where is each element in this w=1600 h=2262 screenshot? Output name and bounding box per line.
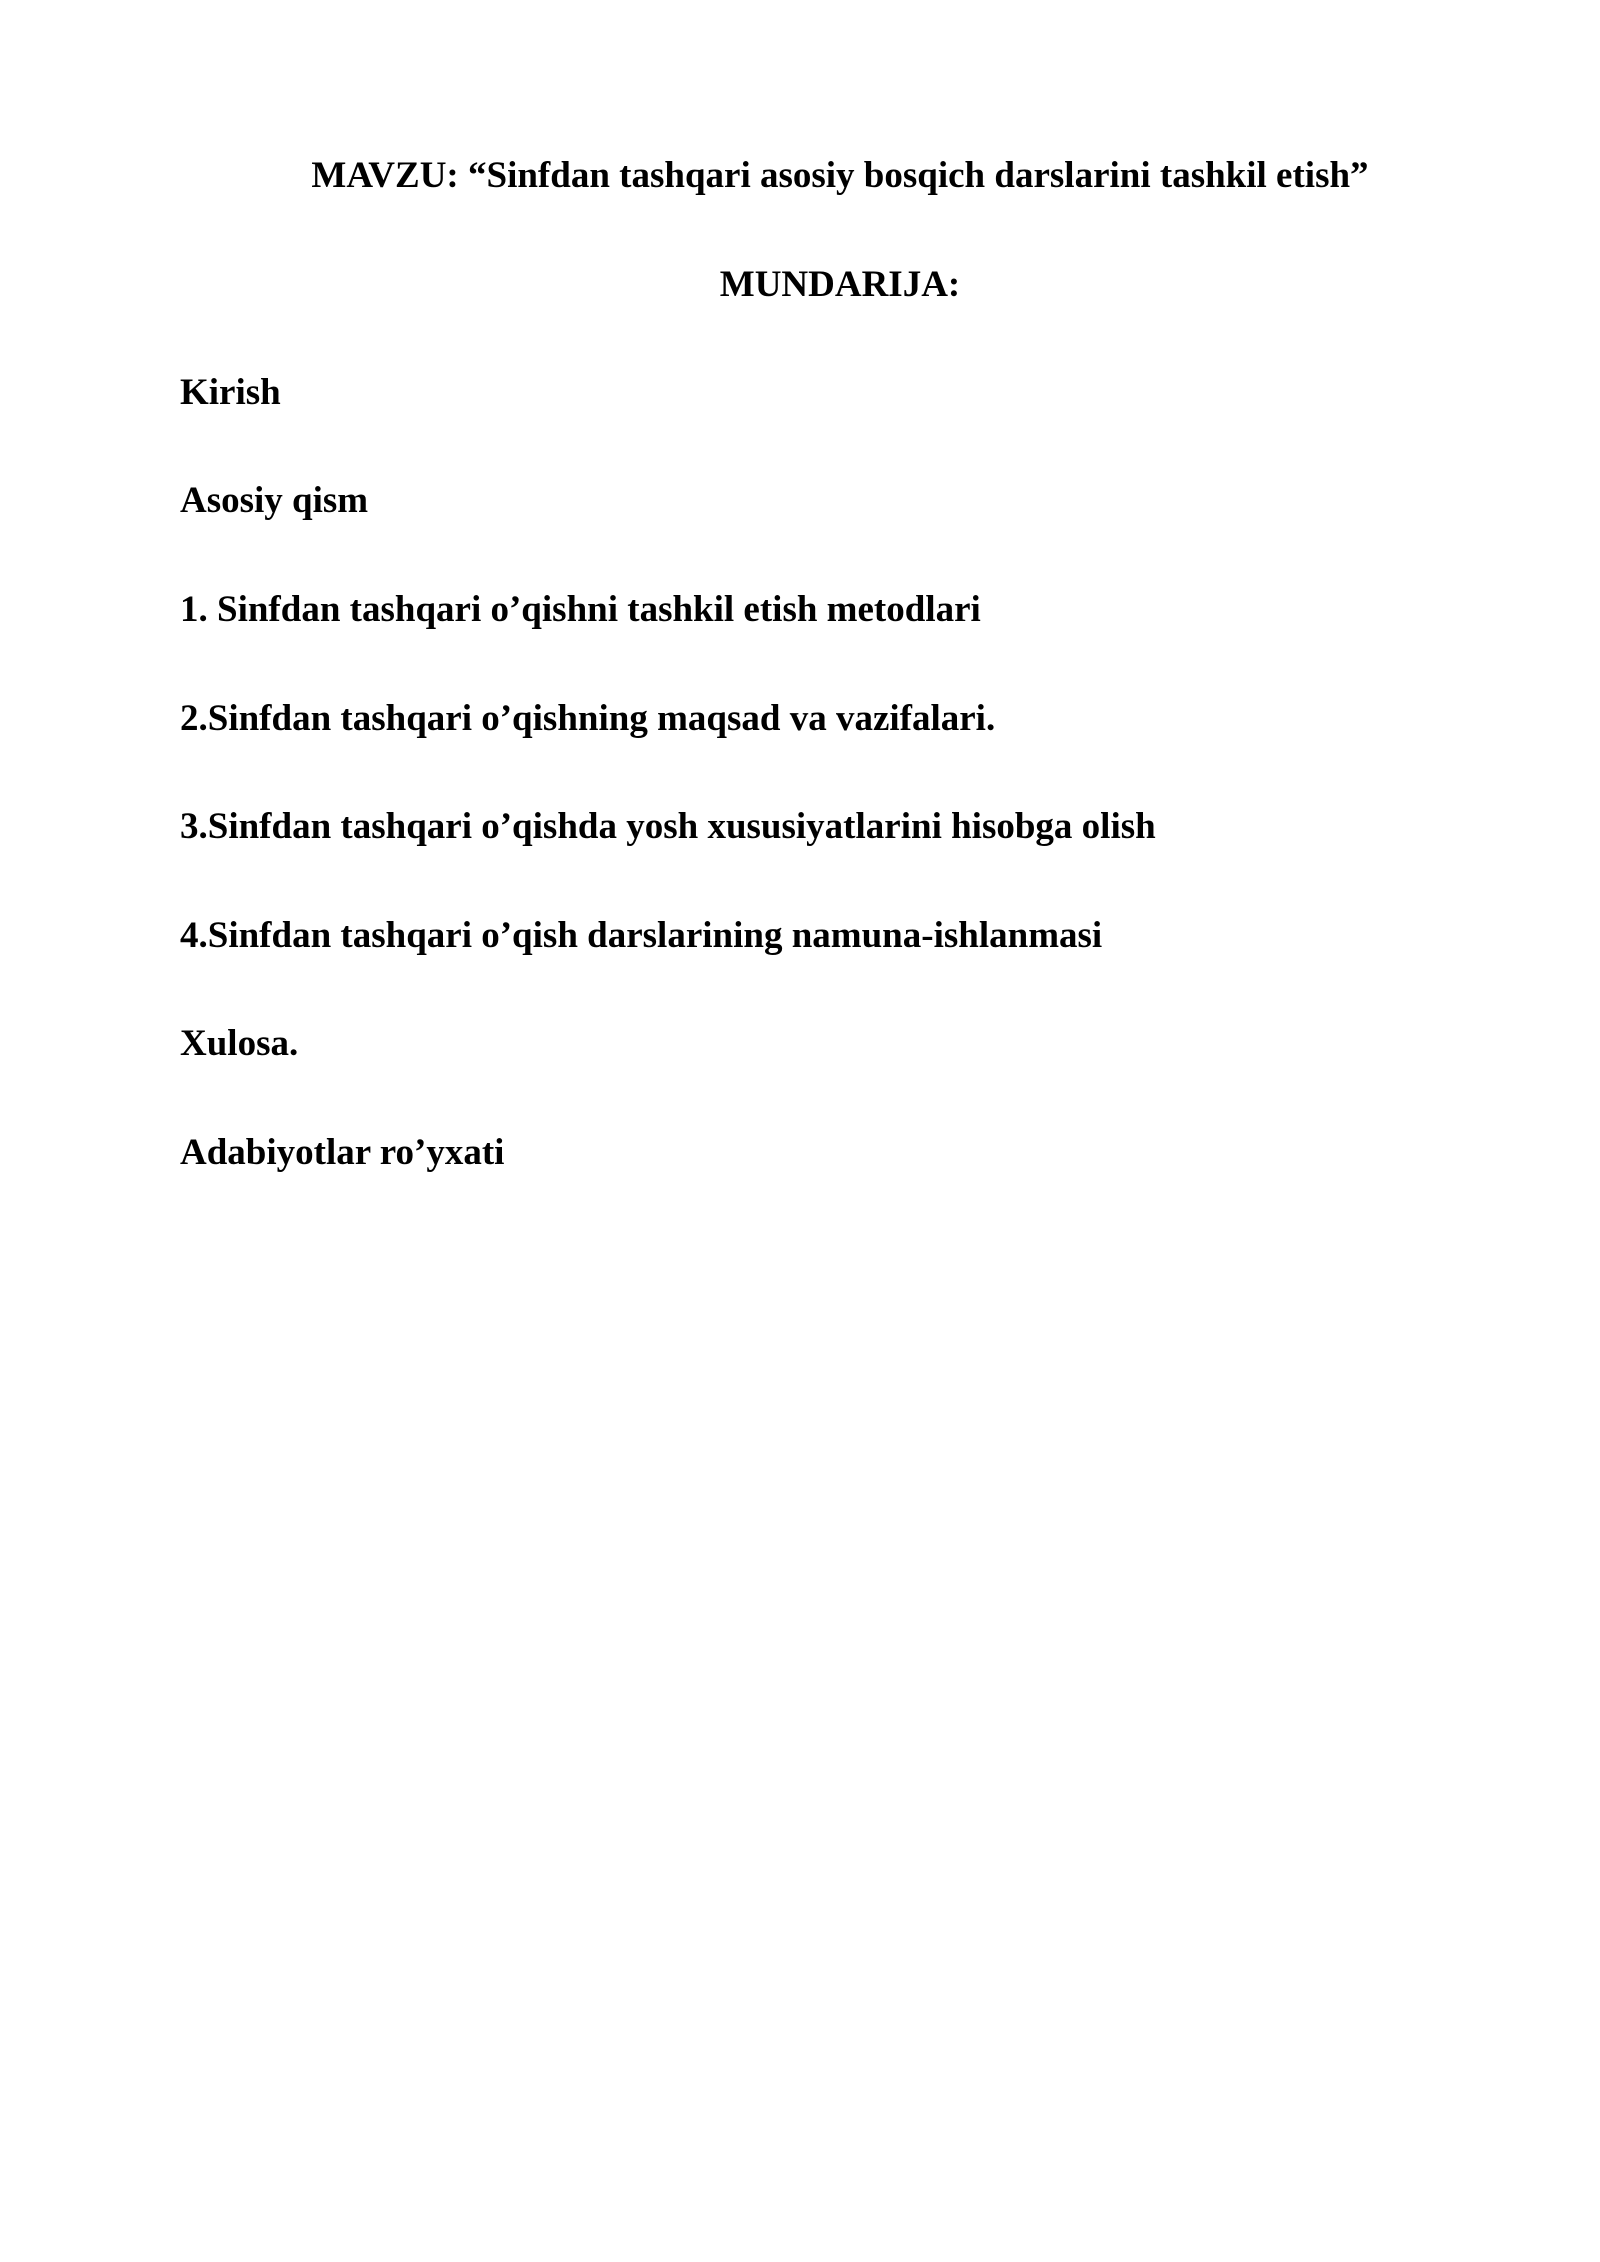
toc-entry-main-part: Asosiy qism: [180, 480, 369, 521]
contents-heading: MUNDARIJA:: [719, 264, 961, 305]
toc-entry-2: 2.Sinfdan tashqari o’qishning maqsad va vazifalari.: [180, 698, 996, 739]
toc-entry-references: Adabiyotlar ro’yxati: [180, 1132, 505, 1173]
toc-entry-conclusion: Xulosa.: [180, 1023, 299, 1064]
topic-title: MAVZU: “Sinfdan tashqari asosiy bosqich darslarini tashkil etish”: [311, 155, 1369, 196]
toc-entry-introduction: Kirish: [180, 372, 281, 413]
toc-entry-3: 3.Sinfdan tashqari o’qishda yosh xususiyatlarini hisobga olish: [180, 806, 1156, 847]
toc-entry-4: 4.Sinfdan tashqari o’qish darslarining namuna-ishlanmasi: [180, 915, 1103, 956]
toc-entry-1: 1. Sinfdan tashqari o’qishni tashkil etish metodlari: [180, 589, 981, 630]
